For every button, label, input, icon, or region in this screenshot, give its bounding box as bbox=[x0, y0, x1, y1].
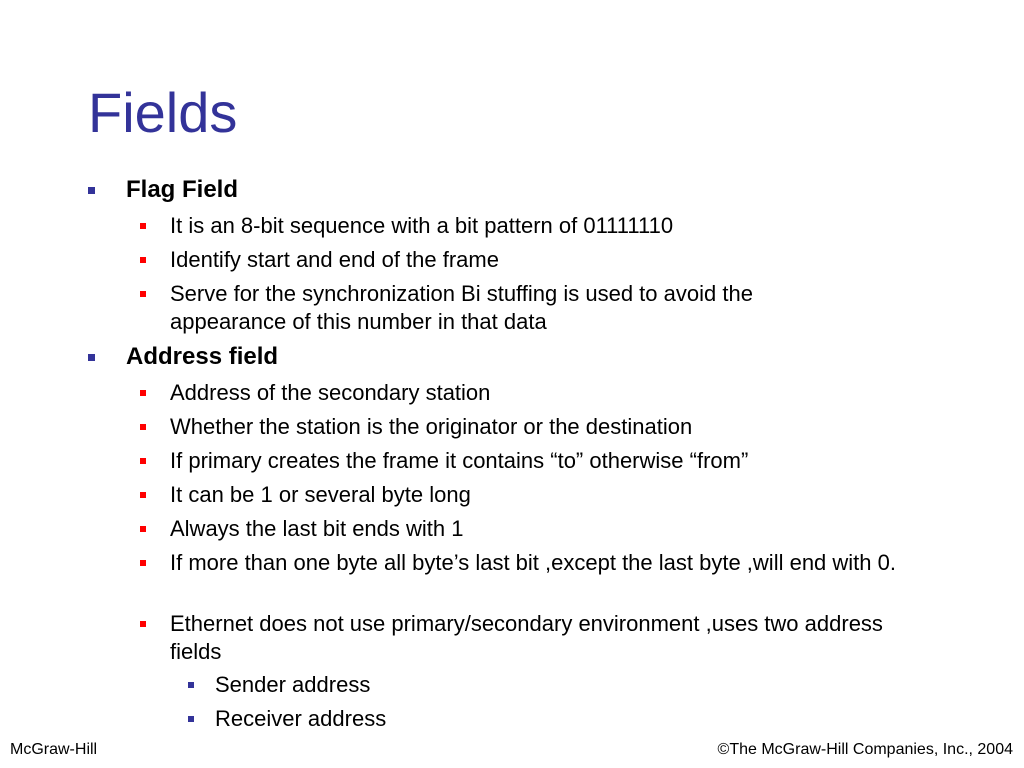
square-bullet-icon bbox=[88, 187, 95, 194]
square-bullet-icon bbox=[188, 682, 194, 688]
bullet-text: It is an 8-bit sequence with a bit pattern of 01111110 bbox=[170, 213, 674, 238]
bullet-text: Address field bbox=[126, 343, 279, 370]
sub-bullet bbox=[170, 610, 915, 666]
square-bullet-icon bbox=[140, 458, 146, 464]
sub-sub-bullet bbox=[215, 705, 915, 733]
bullet-text: Whether the station is the originator or the destination bbox=[170, 414, 693, 439]
sub-bullet bbox=[170, 549, 915, 577]
square-bullet-icon bbox=[140, 492, 146, 498]
square-bullet-icon bbox=[140, 390, 146, 396]
square-bullet-icon bbox=[140, 257, 146, 263]
bullet-text: Ethernet does not use primary/secondary environment ,uses two address fields bbox=[170, 611, 883, 664]
footer-copyright: ©The McGraw-Hill Companies, Inc., 2004 bbox=[717, 741, 1013, 758]
sub-bullet bbox=[170, 481, 930, 509]
bullet-text: If more than one byte all byte’s last bit ,except the last byte ,will end with 0. bbox=[170, 550, 896, 575]
sub-bullet bbox=[170, 379, 930, 407]
bullet-text: If primary creates the frame it contains “to” otherwise “from” bbox=[170, 448, 749, 473]
sub-bullet bbox=[170, 413, 930, 441]
sub-bullet bbox=[170, 246, 930, 274]
bullet-text: Sender address bbox=[215, 672, 371, 697]
sub-bullet bbox=[170, 515, 930, 543]
square-bullet-icon bbox=[188, 716, 194, 722]
sub-sub-bullet bbox=[215, 671, 915, 699]
square-bullet-icon bbox=[140, 424, 146, 430]
square-bullet-icon bbox=[140, 223, 146, 229]
square-bullet-icon bbox=[140, 621, 146, 627]
square-bullet-icon bbox=[88, 354, 95, 361]
bullet-address-field bbox=[126, 342, 946, 372]
bullet-text: Always the last bit ends with 1 bbox=[170, 516, 464, 541]
bullet-text: Identify start and end of the frame bbox=[170, 247, 499, 272]
footer-publisher: McGraw-Hill bbox=[10, 741, 98, 758]
bullet-text: Serve for the synchronization Bi stuffing is used to avoid the appearance of this number in that data bbox=[170, 281, 753, 334]
bullet-flag-field bbox=[126, 175, 946, 205]
square-bullet-icon bbox=[140, 291, 146, 297]
square-bullet-icon bbox=[140, 560, 146, 566]
bullet-text: Receiver address bbox=[215, 706, 387, 731]
bullet-text: Address of the secondary station bbox=[170, 380, 491, 405]
bullet-text: It can be 1 or several byte long bbox=[170, 482, 471, 507]
sub-bullet bbox=[170, 212, 930, 240]
sub-bullet bbox=[170, 280, 870, 336]
slide-title: Fields bbox=[88, 81, 238, 144]
bullet-text: Flag Field bbox=[126, 176, 239, 203]
square-bullet-icon bbox=[140, 526, 146, 532]
sub-bullet bbox=[170, 447, 930, 475]
